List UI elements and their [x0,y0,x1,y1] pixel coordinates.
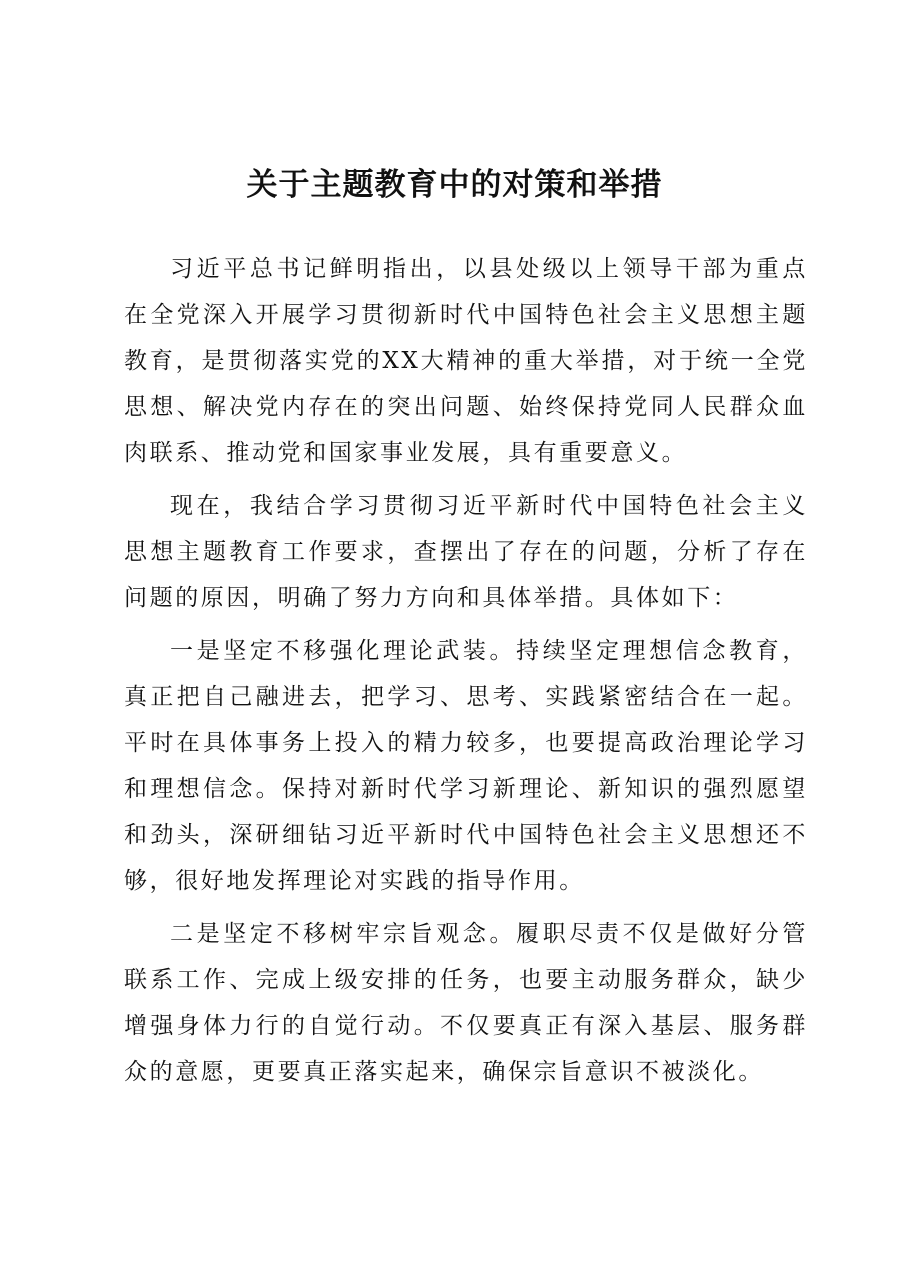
paragraph-point-two: 二是坚定不移树牢宗旨观念。履职尽责不仅是做好分管联系工作、完成上级安排的任务，也要主动服务群众，缺少增强身体力行的自觉行动。不仅要真正有深入基层、服务群众的意愿，更要真正落实起来，确保宗旨意识不被淡化。 [124,921,808,1085]
paragraph-overview: 现在，我结合学习贯彻习近平新时代中国特色社会主义思想主题教育工作要求，查摆出了存在的问题，分析了存在问题的原因，明确了努力方向和具体举措。具体如下： [124,493,808,611]
paragraph-intro: 习近平总书记鲜明指出，以县处级以上领导干部为重点在全党深入开展学习贯彻新时代中国特色社会主义思想主题教育，是贯彻落实党的XX大精神的重大举措，对于统一全党思想、解决党内存在的突出问题、始终保持党同人民群众血肉联系、推动党和国家事业发展，具有重要意义。 [124,256,808,466]
document-body [124,246,808,1102]
paragraph-point-one: 一是坚定不移强化理论武装。持续坚定理想信念教育，真正把自己融进去，把学习、思考、实践紧密结合在一起。平时在具体事务上投入的精力较多，也要提高政治理论学习和理想信念。保持对新时代学习新理论、新知识的强烈愿望和劲头，深研细钻习近平新时代中国特色社会主义思想还不够，很好地发挥理论对实践的指导作用。 [124,638,808,894]
document-title: 关于主题教育中的对策和举措 [246,167,663,203]
